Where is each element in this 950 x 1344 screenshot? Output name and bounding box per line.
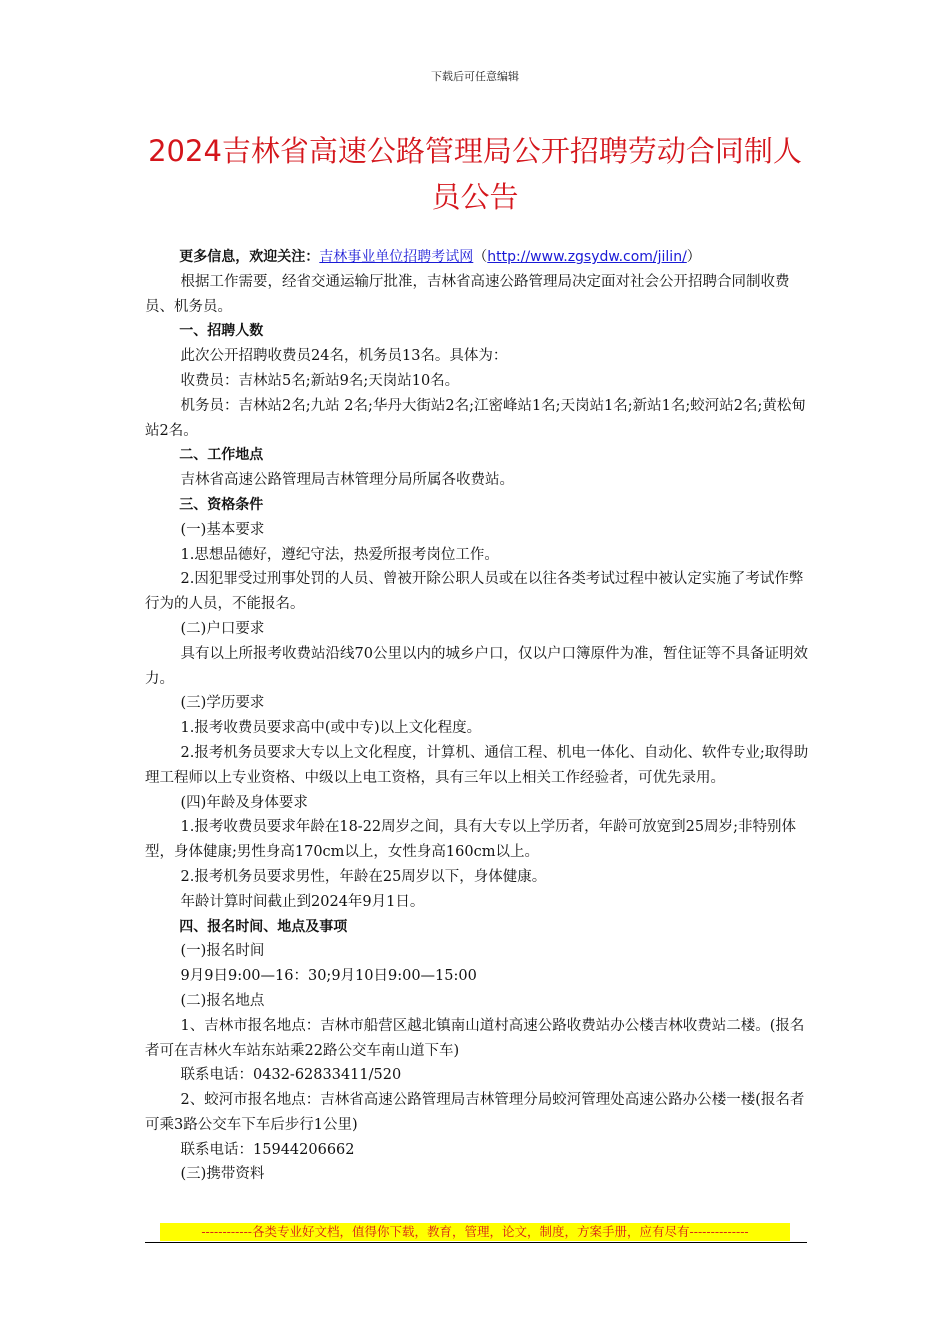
paragraph: (一)基本要求 — [180, 521, 265, 538]
paragraph: 1.报考收费员要求高中(或中专)以上文化程度。 — [180, 720, 482, 737]
paragraph: 9月9日9:00—16：30;9月10日9:00—15:00 — [180, 968, 477, 985]
paragraph: (二)报名地点 — [180, 992, 265, 1009]
paragraph: 吉林省高速公路管理局吉林管理分局所属各收费站。 — [180, 472, 515, 489]
paragraph: 具有以上所报考收费站沿线70公里以内的城乡户口，仅以户口簿原件为准，暂住证等不具备证明效力。 — [145, 645, 808, 687]
section-heading: 三、资格条件 — [179, 496, 264, 513]
document-body — [145, 245, 815, 1187]
header-note: 下载后可任意编辑 — [431, 70, 519, 83]
paragraph-list — [145, 270, 815, 1187]
paragraph: (二)户口要求 — [180, 620, 265, 637]
paragraph: (三)携带资料 — [180, 1166, 265, 1183]
paragraph: 联系电话：15944206662 — [180, 1141, 355, 1158]
paragraph: 1.报考收费员要求年龄在18-22周岁之间，具有大专以上学历者，年龄可放宽到25周岁;非特别体型，身体健康;男性身高170cm以上，女性身高160cm以上。 — [145, 819, 796, 861]
paragraph: 收费员：吉林站5名;新站9名;天岗站10名。 — [180, 372, 460, 389]
section-heading: 二、工作地点 — [179, 447, 264, 464]
paragraph: (一)报名时间 — [180, 943, 265, 960]
paragraph: 2.因犯罪受过刑事处罚的人员、曾被开除公职人员或在以往各类考试过程中被认定实施了考试作弊行为的人员，不能报名。 — [145, 571, 804, 613]
paragraph: 此次公开招聘收费员24名，机务员13名。具体为： — [180, 348, 508, 365]
paragraph: 根据工作需要，经省交通运输厅批准，吉林省高速公路管理局决定面对社会公开招聘合同制收费员、机务员。 — [145, 273, 790, 315]
url-close-paren: ） — [686, 249, 701, 265]
section-heading: 四、报名时间、地点及事项 — [179, 918, 348, 935]
paragraph: (四)年龄及身体要求 — [180, 794, 308, 811]
more-info-prefix: 更多信息，欢迎关注： — [179, 249, 320, 265]
footer-banner: ------------各类专业好文档，值得你下载，教育，管理，论文，制度，方案手册，应有尽有-------------- — [160, 1223, 790, 1241]
paragraph: 2、蛟河市报名地点：吉林省高速公路管理局吉林管理分局蛟河管理处高速公路办公楼一楼(报名者可乘3路公交车下车后步行1公里) — [145, 1092, 805, 1133]
more-info-line — [145, 245, 815, 270]
paragraph: 1.思想品德好，遵纪守法，热爱所报考岗位工作。 — [180, 546, 499, 563]
paragraph: 1、吉林市报名地点：吉林市船营区越北镇南山道村高速公路收费站办公楼吉林收费站二楼。(报名者可在吉林火车站东站乘22路公交车南山道下车) — [145, 1017, 805, 1059]
recruitment-site-link[interactable]: 吉林事业单位招聘考试网 — [319, 249, 474, 265]
paragraph: 联系电话：0432-62833411/520 — [180, 1067, 402, 1084]
page-title: 2024吉林省高速公路管理局公开招聘劳动合同制人员公告 — [148, 134, 802, 214]
site-url-link[interactable]: http://www.zgsydw.com/jilin/ — [487, 249, 687, 265]
paragraph: 2.报考机务员要求男性，年龄在25周岁以下，身体健康。 — [180, 868, 547, 885]
paragraph: 2.报考机务员要求大专以上文化程度，计算机、通信工程、机电一体化、自动化、软件专业;取得助理工程师以上专业资格、中级以上电工资格，具有三年以上相关工作经验者，可优先录用。 — [145, 744, 809, 786]
url-open-paren: （ — [473, 249, 488, 265]
paragraph: 机务员：吉林站2名;九站 2名;华丹大街站2名;江密峰站1名;天岗站1名;新站1名;蛟河站2名;黄松甸站2名。 — [145, 397, 806, 439]
section-heading: 一、招聘人数 — [179, 323, 264, 340]
paragraph: (三)学历要求 — [180, 695, 265, 712]
footer-rule — [145, 1242, 807, 1243]
paragraph: 年龄计算时间截止到2024年9月1日。 — [180, 893, 425, 910]
